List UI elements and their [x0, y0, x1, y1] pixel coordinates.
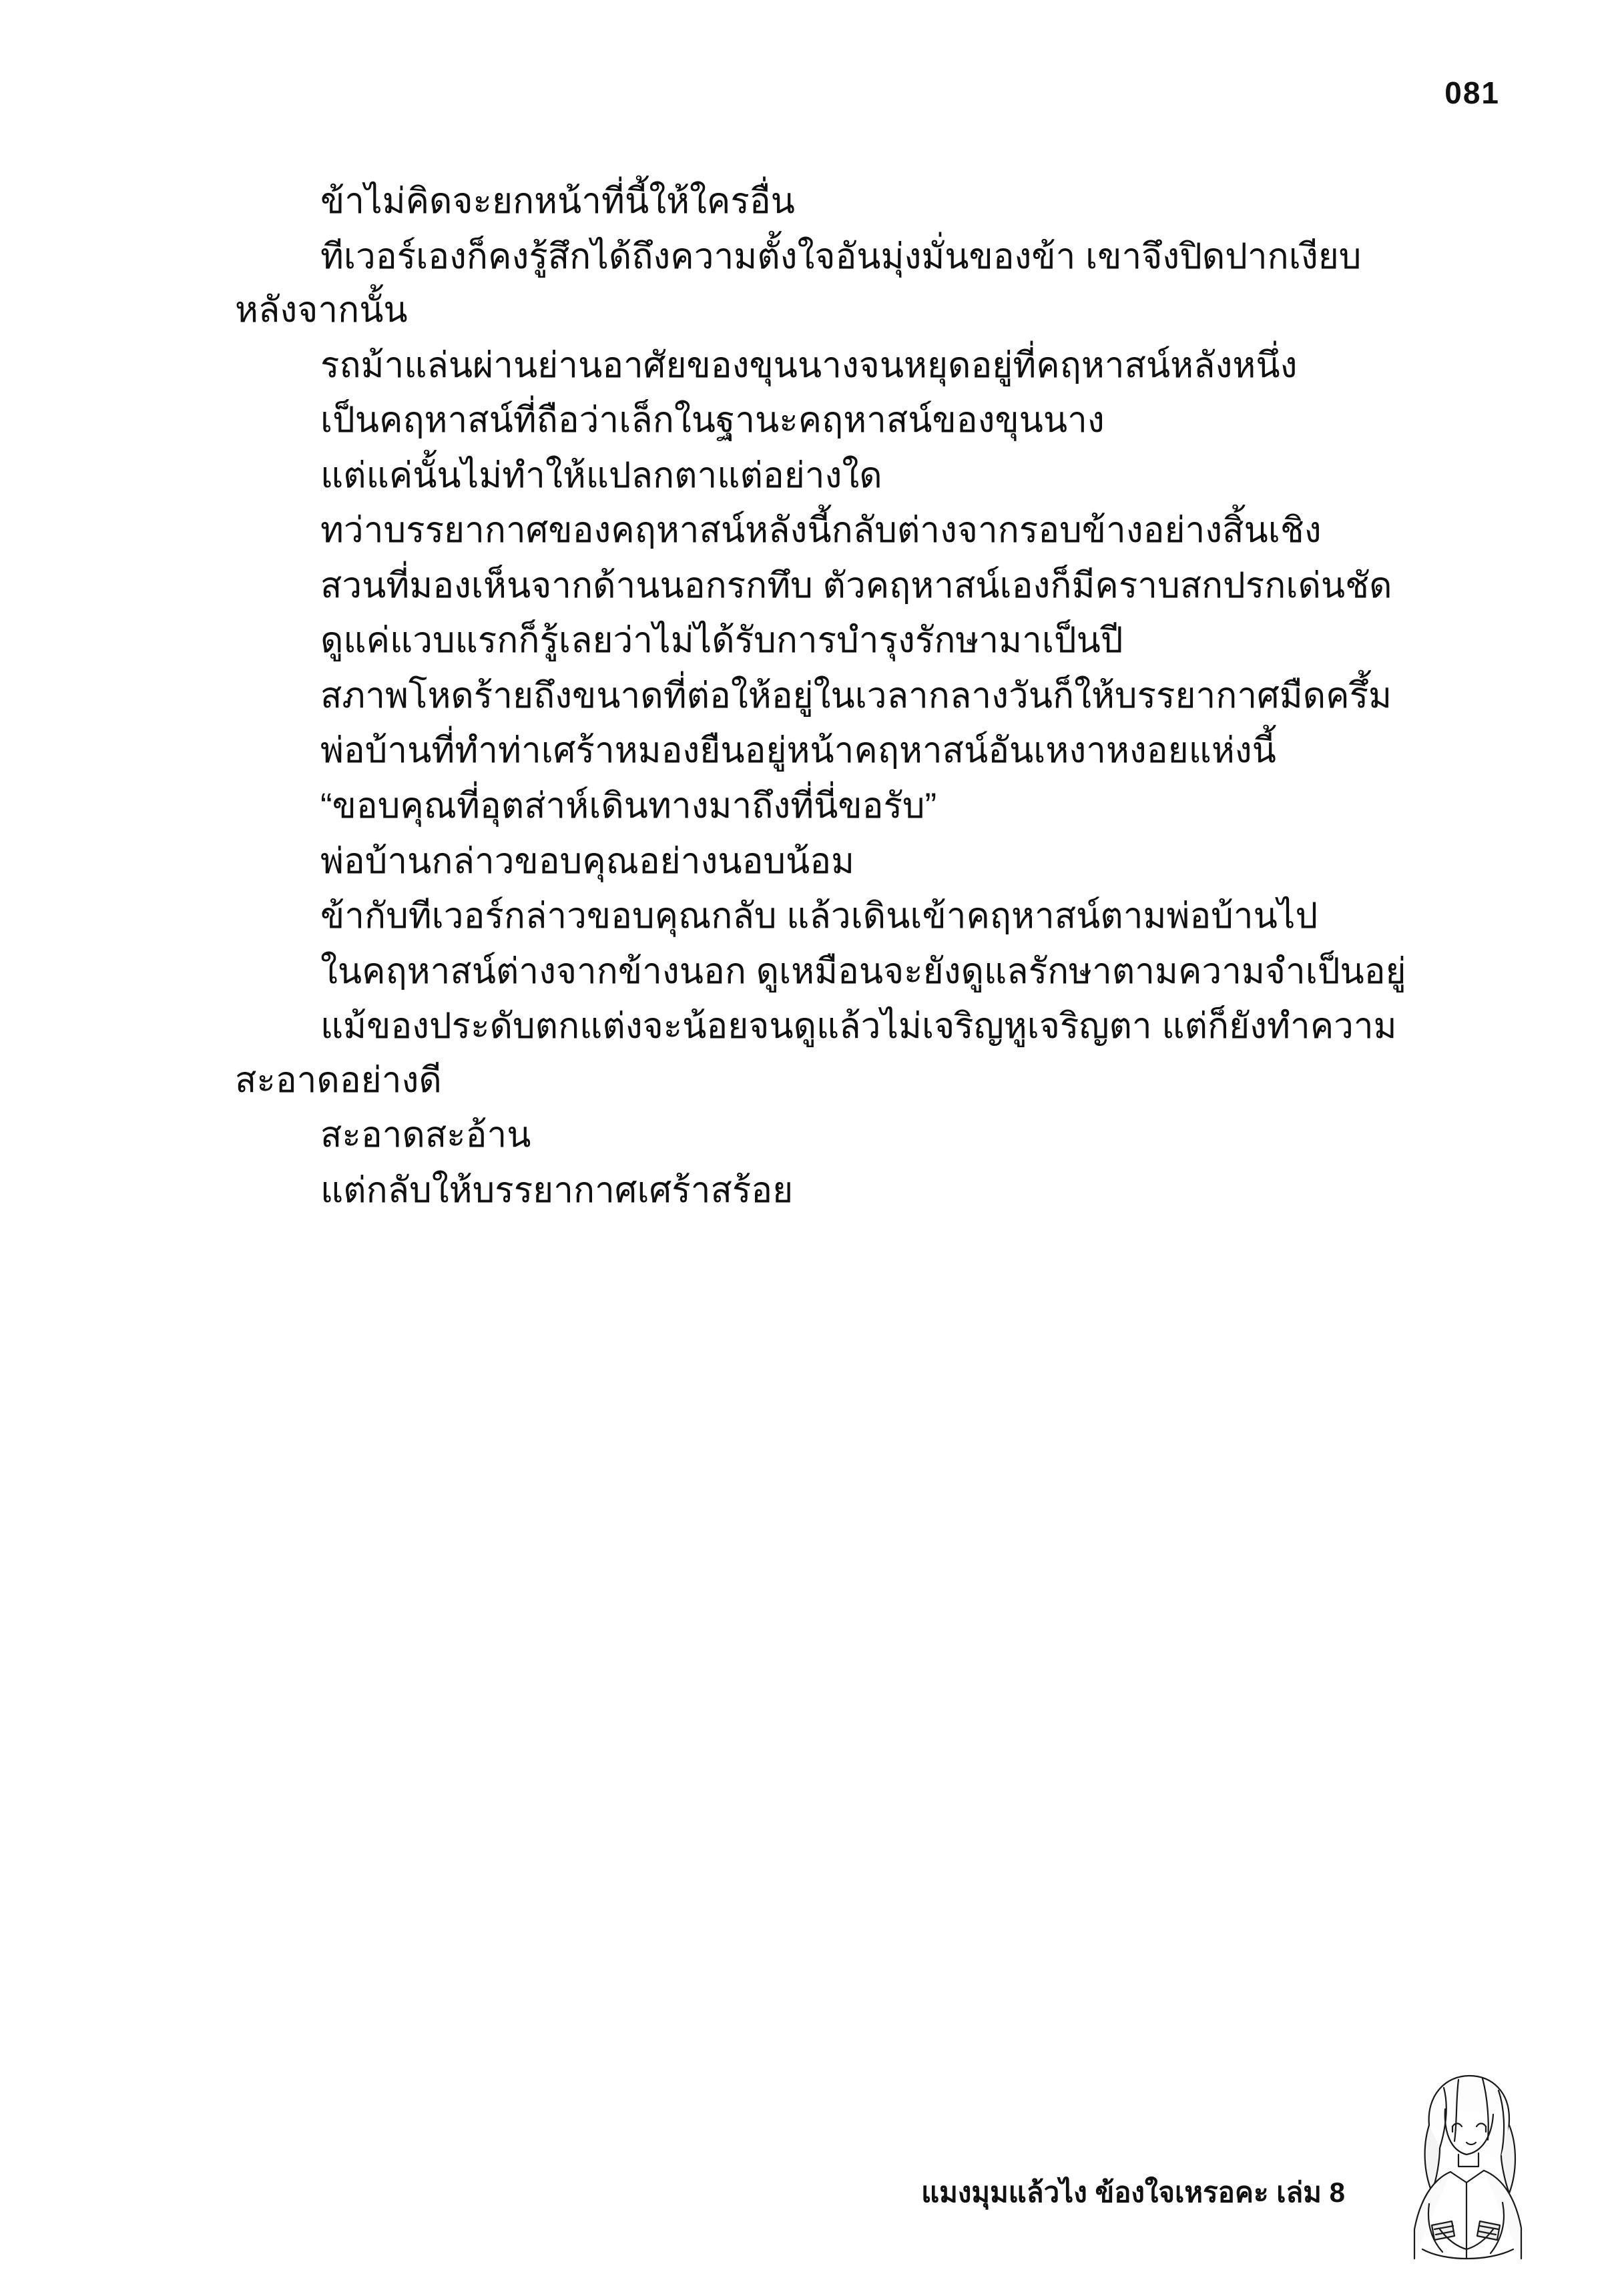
paragraph: ดูแค่แวบแรกก็รู้เลยว่าไม่ได้รับการบำรุงรักษามาเป็นปี [320, 621, 1123, 661]
paragraph: แต่แค่นั้นไม่ทำให้แปลกตาแต่อย่างใด [320, 455, 882, 495]
paragraph: “ขอบคุณที่อุตส่าห์เดินทางมาถึงที่นี่ขอรับ” [320, 786, 937, 826]
paragraph: พ่อบ้านกล่าวขอบคุณอย่างนอบน้อม [320, 841, 855, 881]
paragraph: พ่อบ้านที่ทำท่าเศร้าหมองยืนอยู่หน้าคฤหาสน์อันเหงาหงอยแห่งนี้ [320, 731, 1276, 771]
paragraph: แม้ของประดับตกแต่งจะน้อยจนดูแล้วไม่เจริญหูเจริญตา แต่ก็ยังทำความสะอาดอย่างดี [235, 1007, 1397, 1100]
paragraph: เป็นคฤหาสน์ที่ถือว่าเล็กในฐานะคฤหาสน์ของขุนนาง [320, 400, 1105, 441]
paragraph: รถม้าแล่นผ่านย่านอาศัยของขุนนางจนหยุดอยู่ที่คฤหาสน์หลังหนึ่ง [320, 345, 1298, 385]
book-title-footer: แมงมุมแล้วไง ข้องใจเหรอคะ เล่ม 8 [921, 2177, 1345, 2208]
page-footer [0, 2161, 1612, 2221]
paragraph: แต่กลับให้บรรยากาศเศร้าสร้อย [320, 1170, 794, 1210]
paragraph: ข้ากับทีเวอร์กล่าวขอบคุณกลับ แล้วเดินเข้าคฤหาสน์ตามพ่อบ้านไป [320, 896, 1318, 936]
paragraph: ทว่าบรรยากาศของคฤหาสน์หลังนี้กลับต่างจากรอบข้างอย่างสิ้นเชิง [320, 511, 1322, 551]
paragraph: สวนที่มองเห็นจากด้านนอกรกทึบ ตัวคฤหาสน์เองก็มีคราบสกปรกเด่นชัด [320, 565, 1392, 605]
paragraph: ทีเวอร์เองก็คงรู้สึกได้ถึงความตั้งใจอันมุ่งมั่นของข้า เขาจึงปิดปากเงียบหลังจากนั้น [235, 236, 1362, 330]
paragraph: สะอาดสะอ้าน [320, 1115, 531, 1155]
character-illustration [1365, 2061, 1559, 2261]
paragraph: สภาพโหดร้ายถึงขนาดที่ต่อให้อยู่ในเวลากลางวันก็ให้บรรยากาศมืดครึ้ม [320, 675, 1392, 715]
paragraph: ข้าไม่คิดจะยกหน้าที่นี้ให้ใครอื่น [320, 182, 795, 221]
paragraph: ในคฤหาสน์ต่างจากข้างนอก ดูเหมือนจะยังดูแลรักษาตามความจำเป็นอยู่ [320, 951, 1406, 991]
page-body-text [235, 175, 1416, 1219]
page-number: 081 [1444, 75, 1500, 110]
